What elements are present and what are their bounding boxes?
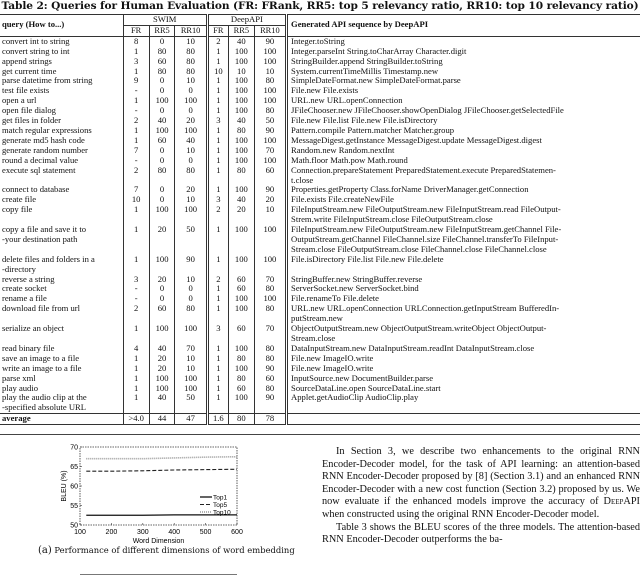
value-cell: 100 <box>149 384 175 394</box>
legend-label: Top1 <box>213 494 228 502</box>
value-cell: 1 <box>123 393 149 413</box>
query-cell: copy file <box>2 204 33 215</box>
api-sequence-cell: File.isDirectory File.list File.new File.delete <box>287 255 640 275</box>
header-api: Generated API sequence by DeepAPI <box>287 15 640 37</box>
value-cell: 2 <box>207 275 228 285</box>
value-cell: 100 <box>228 57 254 67</box>
value-cell: 100 <box>175 374 207 384</box>
value-cell: 80 <box>175 57 207 67</box>
average-value: 44 <box>149 414 175 425</box>
query-cell: serialize an object <box>2 323 65 334</box>
value-cell: - <box>123 86 149 96</box>
value-cell: 1 <box>123 47 149 57</box>
api-sequence-cell: File.new ImageIO.write <box>287 354 640 364</box>
y-axis-label: BLEU (%) <box>61 470 68 502</box>
value-cell: 100 <box>149 324 175 344</box>
value-cell: 100 <box>228 255 254 275</box>
value-cell: 1 <box>207 106 228 116</box>
value-cell: 20 <box>149 225 175 255</box>
value-cell: 100 <box>175 96 207 106</box>
value-cell: 70 <box>254 275 286 285</box>
value-cell: 10 <box>175 364 207 374</box>
value-cell: 0 <box>149 195 175 205</box>
value-cell: 1 <box>207 57 228 67</box>
value-cell: 100 <box>228 136 254 146</box>
query-cell: play audio <box>2 382 39 393</box>
value-cell: 90 <box>175 255 207 275</box>
api-sequence-cell: File.new File.list File.new File.isDirectory <box>287 116 640 126</box>
value-cell: 20 <box>149 354 175 364</box>
value-cell: 1 <box>207 384 228 394</box>
query-cell: save an image to a file <box>2 352 80 363</box>
value-cell: 100 <box>149 374 175 384</box>
query-cell: open file dialog <box>2 105 56 116</box>
value-cell: 1 <box>123 126 149 136</box>
value-cell: 3 <box>207 116 228 126</box>
query-cell: create file <box>2 194 37 205</box>
legend-label: Top10 <box>213 509 231 517</box>
value-cell: 2 <box>207 205 228 225</box>
value-cell: 60 <box>149 136 175 146</box>
query-cell: parse xml <box>2 372 36 383</box>
value-cell: 60 <box>228 324 254 344</box>
value-cell: 90 <box>254 185 286 195</box>
value-cell: 0 <box>175 156 207 166</box>
query-cell: parse datetime from string <box>2 75 93 86</box>
caption-text: Performance of different dimensions of word embedding <box>51 545 295 555</box>
value-cell: 40 <box>228 36 254 46</box>
api-sequence-cell: Random.new Random.nextInt <box>287 146 640 156</box>
value-cell: 1 <box>123 67 149 77</box>
y-tick-label: 55 <box>70 503 78 510</box>
value-cell: 0 <box>149 76 175 86</box>
deepapi-name: DeepAPI <box>603 496 640 508</box>
api-sequence-cell: Applet.getAudioClip AudioClip.play <box>287 393 640 413</box>
api-sequence-cell: JFileChooser.new JFileChooser.showOpenDialog JFileChooser.getSelectedFile <box>287 106 640 116</box>
value-cell: 1 <box>207 225 228 255</box>
value-cell: 20 <box>175 116 207 126</box>
value-cell: 1 <box>207 374 228 384</box>
value-cell: 80 <box>228 374 254 384</box>
table-row <box>0 324 640 344</box>
header-deepapi: DeepAPI <box>207 15 286 26</box>
value-cell: 100 <box>254 225 286 255</box>
query-cell: generate random number <box>2 144 88 155</box>
header-fr: FR <box>123 25 149 36</box>
average-value: 78 <box>254 414 286 425</box>
query-cell: test file exists <box>2 85 50 96</box>
value-cell: 80 <box>254 344 286 354</box>
value-cell: 20 <box>254 195 286 205</box>
value-cell: 80 <box>228 126 254 136</box>
table-row <box>0 205 640 225</box>
x-tick-label: 500 <box>199 529 212 536</box>
api-sequence-cell: Integer.parseInt String.toCharArray Character.digit <box>287 47 640 57</box>
value-cell: 0 <box>175 294 207 304</box>
table-title: Table 2: Queries for Human Evaluation (FR: FRank, RR5: top 5 relevancy ratio, RR10: top 10 relevancy ratio) <box>1 0 639 12</box>
value-cell: 100 <box>228 106 254 116</box>
value-cell: 10 <box>175 275 207 285</box>
value-cell: 60 <box>149 304 175 324</box>
value-cell: 20 <box>175 185 207 195</box>
value-cell: 1 <box>207 185 228 195</box>
value-cell: 40 <box>228 195 254 205</box>
value-cell: 40 <box>228 116 254 126</box>
value-cell: 0 <box>149 294 175 304</box>
value-cell: 60 <box>228 275 254 285</box>
api-sequence-cell: Pattern.compile Pattern.matcher Matcher.group <box>287 126 640 136</box>
api-sequence-cell: StringBuilder.append StringBuilder.toString <box>287 57 640 67</box>
value-cell: 3 <box>123 275 149 285</box>
api-sequence-cell: File.new File.exists <box>287 86 640 96</box>
value-cell: 0 <box>175 106 207 116</box>
value-cell: 100 <box>228 47 254 57</box>
value-cell: 1 <box>207 96 228 106</box>
value-cell: 40 <box>149 393 175 413</box>
value-cell: 70 <box>254 146 286 156</box>
value-cell: 80 <box>149 166 175 186</box>
value-cell: 2 <box>123 304 149 324</box>
api-sequence-cell: System.currentTimeMillis Timestamp.new <box>287 67 640 77</box>
query-cell: open a url <box>2 95 37 106</box>
value-cell: 80 <box>149 47 175 57</box>
value-cell: 4 <box>123 344 149 354</box>
value-cell: 100 <box>228 76 254 86</box>
value-cell: 50 <box>175 393 207 413</box>
bleu-line-chart <box>55 440 245 545</box>
value-cell: 1 <box>207 156 228 166</box>
value-cell: 80 <box>254 304 286 324</box>
api-sequence-cell: URL.new URL.openConnection <box>287 96 640 106</box>
y-tick-label: 70 <box>70 444 78 452</box>
empty-cell <box>287 414 640 425</box>
header-rr10: RR10 <box>175 25 207 36</box>
value-cell: 0 <box>149 106 175 116</box>
x-tick-label: 600 <box>231 529 243 536</box>
value-cell: 90 <box>254 36 286 46</box>
header-rr10: RR10 <box>254 25 286 36</box>
value-cell: 100 <box>228 156 254 166</box>
query-cell: download file from url <box>2 303 81 314</box>
y-tick-label: 50 <box>70 522 78 530</box>
value-cell: 0 <box>175 86 207 96</box>
series-line-top10 <box>86 457 237 459</box>
value-cell: 3 <box>123 57 149 67</box>
value-cell: 50 <box>175 225 207 255</box>
value-cell: 1 <box>123 96 149 106</box>
value-cell: 80 <box>175 166 207 186</box>
value-cell: 1 <box>123 255 149 275</box>
header-query: query (How to...) <box>2 19 65 30</box>
value-cell: - <box>123 156 149 166</box>
value-cell: 60 <box>149 57 175 67</box>
value-cell: 10 <box>228 67 254 77</box>
value-cell: 1 <box>123 225 149 255</box>
table-row <box>0 225 640 255</box>
caption-label: (a) <box>38 545 52 556</box>
query-cell: execute sql statement <box>2 164 76 175</box>
value-cell: 100 <box>228 225 254 255</box>
api-sequence-cell: SimpleDateFormat.new SimpleDateFormat.parse <box>287 76 640 86</box>
value-cell: 20 <box>149 275 175 285</box>
value-cell: 100 <box>254 96 286 106</box>
x-axis-label: Word Dimension <box>132 538 185 545</box>
header-swim: SWIM <box>123 15 207 26</box>
value-cell: 80 <box>175 67 207 77</box>
value-cell: 60 <box>254 166 286 186</box>
value-cell: 100 <box>254 57 286 67</box>
x-tick-label: 100 <box>74 529 86 536</box>
query-cell: rename a file <box>2 293 47 304</box>
value-cell: 2 <box>207 36 228 46</box>
value-cell: 60 <box>228 384 254 394</box>
query-cell: reverse a string <box>2 273 55 284</box>
value-cell: 100 <box>149 255 175 275</box>
value-cell: 40 <box>149 116 175 126</box>
average-label: average <box>2 413 31 424</box>
value-cell: - <box>123 106 149 116</box>
value-cell: 40 <box>149 344 175 354</box>
value-cell: 100 <box>175 126 207 136</box>
value-cell: 100 <box>228 185 254 195</box>
value-cell: 1 <box>207 136 228 146</box>
table-row <box>0 255 640 275</box>
query-cell: generate md5 hash code <box>2 134 85 145</box>
text: In Section 3, we describe two enhancements to the original RNN Encoder-Decoder model, for the task of API learning: an attention-based RNN Encoder-Decoder proposed by [8] (Section 3.1) and an enhanced RNN Encoder-Decoder with a new cost function (Section 3.2) proposed by us. We now evaluate if the enhanced models improve the accuracy of <box>322 446 640 508</box>
value-cell: 1 <box>207 393 228 413</box>
query-cell: match regular expressions <box>2 124 92 135</box>
value-cell: 1 <box>207 304 228 324</box>
value-cell: - <box>123 294 149 304</box>
query-cell: convert int to string <box>2 35 70 46</box>
api-sequence-cell: InputSource.new DocumentBuilder.parse <box>287 374 640 384</box>
value-cell: 1 <box>207 126 228 136</box>
value-cell: 0 <box>149 86 175 96</box>
value-cell: 80 <box>175 304 207 324</box>
query-cell: connect to database <box>2 184 70 195</box>
value-cell: 10 <box>175 146 207 156</box>
value-cell: 1 <box>207 76 228 86</box>
query-cell: get files in folder <box>2 115 61 126</box>
value-cell: 50 <box>254 116 286 126</box>
value-cell: 1 <box>123 324 149 344</box>
query-cell: round a decimal value <box>2 154 79 165</box>
average-value: >4.0 <box>123 414 149 425</box>
value-cell: 1 <box>207 86 228 96</box>
value-cell: 100 <box>254 86 286 96</box>
api-sequence-cell: ObjectOutputStream.new ObjectOutputStream.writeObject ObjectOutput- Stream.close <box>287 324 640 344</box>
api-sequence-cell: DataInputStream.new DataInputStream.readInt DataInputStream.close <box>287 344 640 354</box>
value-cell: 70 <box>254 324 286 344</box>
api-sequence-cell: Connection.prepareStatement PreparedStatement.execute PreparedStatemen- t.close <box>287 166 640 186</box>
value-cell: 3 <box>207 324 228 344</box>
value-cell: 9 <box>123 76 149 86</box>
value-cell: 100 <box>228 344 254 354</box>
value-cell: 1 <box>207 364 228 374</box>
value-cell: 0 <box>149 156 175 166</box>
value-cell: 100 <box>149 205 175 225</box>
average-value: 1.6 <box>207 414 228 425</box>
value-cell: 100 <box>228 364 254 374</box>
value-cell: 0 <box>175 284 207 294</box>
header-rr5: RR5 <box>228 25 254 36</box>
value-cell: 0 <box>149 36 175 46</box>
text: when constructed using the original RNN Encoder-Decoder model. <box>322 508 600 520</box>
value-cell: 1 <box>207 344 228 354</box>
value-cell: 10 <box>254 205 286 225</box>
table-row <box>0 393 640 413</box>
query-cell: read binary file <box>2 342 55 353</box>
y-tick-label: 60 <box>70 483 78 491</box>
value-cell: 100 <box>254 255 286 275</box>
table-row <box>0 304 640 324</box>
value-cell: 8 <box>123 36 149 46</box>
value-cell: 1 <box>207 284 228 294</box>
value-cell: 80 <box>254 354 286 364</box>
value-cell: 90 <box>254 393 286 413</box>
value-cell: 100 <box>175 324 207 344</box>
table-bottom-rule <box>0 434 640 435</box>
value-cell: 1 <box>123 354 149 364</box>
average-value: 47 <box>175 414 207 425</box>
queries-table <box>0 14 640 425</box>
legend-label: Top5 <box>213 502 228 509</box>
paragraph: Table 3 shows the BLEU scores of the three models. The attention-based RNN Encoder-Decoder outperforms the ba- <box>322 521 640 546</box>
value-cell: 7 <box>123 146 149 156</box>
api-sequence-cell: FileInputStream.new FileOutputStream.new FileInputStream.getChannel File- OutputStream.getChannel FileChannel.size FileChannel.transferTo FileInput- Stream.close FileOutputStream.close FileChannel.close FileChannel.close <box>287 225 640 255</box>
value-cell: 0 <box>149 284 175 294</box>
value-cell: 70 <box>175 344 207 354</box>
x-tick-label: 300 <box>136 529 149 536</box>
query-cell: play the audio clip at the -specified absolute URL <box>2 392 87 413</box>
value-cell: 1 <box>123 374 149 384</box>
paragraph <box>322 446 640 522</box>
header-rr5: RR5 <box>149 25 175 36</box>
api-sequence-cell: File.renameTo File.delete <box>287 294 640 304</box>
value-cell: 100 <box>254 294 286 304</box>
value-cell: 100 <box>228 393 254 413</box>
value-cell: 100 <box>175 384 207 394</box>
value-cell: - <box>123 284 149 294</box>
value-cell: 0 <box>149 185 175 195</box>
value-cell: 10 <box>175 76 207 86</box>
value-cell: 3 <box>207 195 228 205</box>
query-cell: convert string to int <box>2 45 70 56</box>
value-cell: 100 <box>228 304 254 324</box>
value-cell: 80 <box>228 166 254 186</box>
figure-caption <box>38 545 295 556</box>
api-sequence-cell: StringBuffer.new StringBuffer.reverse <box>287 275 640 285</box>
value-cell: 7 <box>123 185 149 195</box>
value-cell: 1 <box>123 136 149 146</box>
query-cell: write an image to a file <box>2 362 82 373</box>
value-cell: 100 <box>228 294 254 304</box>
value-cell: 10 <box>254 67 286 77</box>
api-sequence-cell: File.exists File.createNewFile <box>287 195 640 205</box>
query-cell: delete files and folders in a -directory <box>2 253 95 274</box>
api-sequence-cell: URL.new URL.openConnection URLConnection.getInputStream BufferedIn- putStream.new <box>287 304 640 324</box>
api-sequence-cell: Properties.getProperty Class.forName DriverManager.getConnection <box>287 185 640 195</box>
value-cell: 100 <box>254 47 286 57</box>
query-cell: copy a file and save it to -your destination path <box>2 224 86 244</box>
api-sequence-cell: Math.floor Math.pow Math.round <box>287 156 640 166</box>
value-cell: 1 <box>123 384 149 394</box>
value-cell: 90 <box>254 364 286 374</box>
value-cell: 0 <box>149 146 175 156</box>
value-cell: 100 <box>228 146 254 156</box>
value-cell: 10 <box>175 36 207 46</box>
value-cell: 1 <box>207 47 228 57</box>
value-cell: 100 <box>149 96 175 106</box>
value-cell: 1 <box>207 255 228 275</box>
value-cell: 100 <box>149 126 175 136</box>
value-cell: 2 <box>123 116 149 126</box>
value-cell: 20 <box>228 205 254 225</box>
average-row <box>0 414 640 425</box>
value-cell: 80 <box>254 76 286 86</box>
value-cell: 40 <box>175 136 207 146</box>
second-chart-top <box>80 574 237 575</box>
value-cell: 1 <box>123 205 149 225</box>
value-cell: 100 <box>254 136 286 146</box>
query-cell: append strings <box>2 55 52 66</box>
value-cell: 100 <box>228 96 254 106</box>
value-cell: 1 <box>207 146 228 156</box>
average-value: 80 <box>228 414 254 425</box>
value-cell: 2 <box>123 166 149 186</box>
y-tick-label: 65 <box>70 464 78 471</box>
value-cell: 10 <box>123 195 149 205</box>
value-cell: 20 <box>149 364 175 374</box>
value-cell: 100 <box>254 156 286 166</box>
api-sequence-cell: File.new ImageIO.write <box>287 364 640 374</box>
api-sequence-cell: Integer.toString <box>287 36 640 46</box>
value-cell: 100 <box>175 205 207 225</box>
value-cell: 1 <box>207 166 228 186</box>
query-cell: get current time <box>2 65 57 76</box>
value-cell: 60 <box>254 374 286 384</box>
value-cell: 80 <box>254 384 286 394</box>
value-cell: 80 <box>175 47 207 57</box>
table-row <box>0 166 640 186</box>
api-sequence-cell: ServerSocket.new ServerSocket.bind <box>287 284 640 294</box>
api-sequence-cell: FileInputStream.new FileOutputStream.new FileInputStream.read FileOutput- Strem.write FileInputStream.close FileOutputStream.close <box>287 205 640 225</box>
value-cell: 80 <box>254 106 286 116</box>
value-cell: 10 <box>175 354 207 364</box>
value-cell: 1 <box>123 364 149 374</box>
value-cell: 1 <box>207 294 228 304</box>
query-cell: create socket <box>2 283 47 294</box>
api-sequence-cell: MessageDigest.getInstance MessageDigest.update MessageDigest.digest <box>287 136 640 146</box>
value-cell: 1 <box>207 354 228 364</box>
value-cell: 100 <box>228 86 254 96</box>
value-cell: 60 <box>228 284 254 294</box>
api-sequence-cell: SourceDataLine.open SourceDataLine.start <box>287 384 640 394</box>
value-cell: 10 <box>175 195 207 205</box>
value-cell: 10 <box>207 67 228 77</box>
body-text <box>322 446 640 547</box>
header-fr: FR <box>207 25 228 36</box>
value-cell: 80 <box>228 354 254 364</box>
value-cell: 80 <box>149 67 175 77</box>
value-cell: 80 <box>254 284 286 294</box>
x-tick-label: 200 <box>105 529 118 536</box>
value-cell: 90 <box>254 126 286 136</box>
x-tick-label: 400 <box>168 529 181 536</box>
series-line-top5 <box>86 469 237 471</box>
